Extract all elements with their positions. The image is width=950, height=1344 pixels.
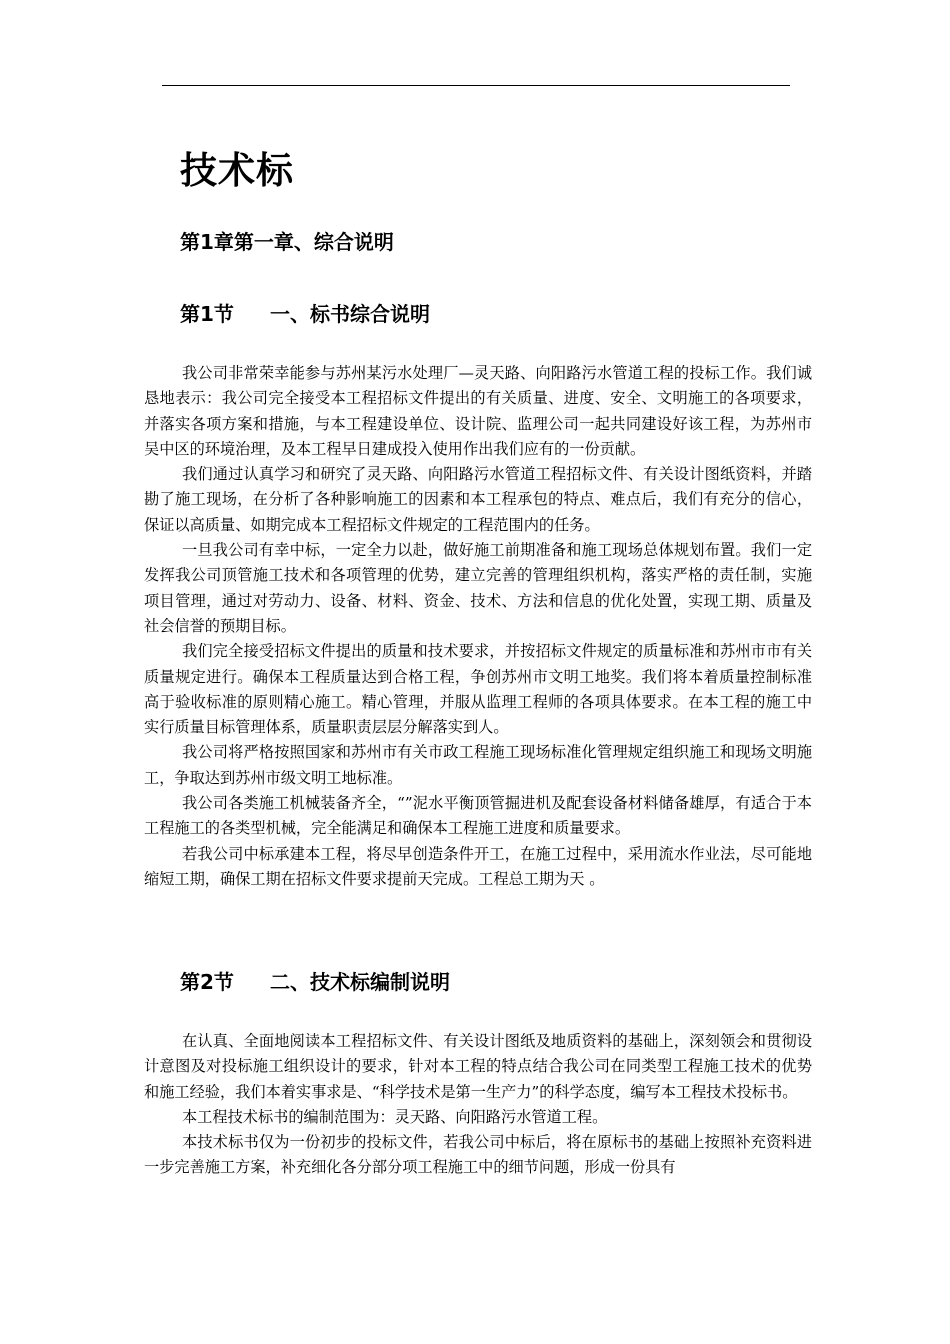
section-1-body: [144, 361, 812, 892]
section-2-title: 二、技术标编制说明: [270, 970, 450, 994]
paragraph: 一旦我公司有幸中标，一定全力以赴，做好施工前期准备和施工现场总体规划布置。我们一定发挥我公司顶管施工技术和各项管理的优势，建立完善的管理组织机构，落实严格的责任制，实施项目管理，通过对劳动力、设备、材料、资金、技术、方法和信息的优化处置，实现工期、质量及社会信誉的预期目标。: [144, 541, 812, 635]
section-2-body: [144, 1029, 812, 1181]
section-1-title: 一、标书综合说明: [270, 302, 430, 326]
paragraph: 我公司各类施工机械装备齐全，“”泥水平衡顶管掘进机及配套设备材料储备雄厚，有适合于本工程施工的各类型机械，完全能满足和确保本工程施工进度和质量要求。: [144, 794, 812, 838]
paragraph: 在认真、全面地阅读本工程招标文件、有关设计图纸及地质资料的基础上，深刻领会和贯彻设计意图及对投标施工组织设计的要求，针对本工程的特点结合我公司在同类型工程施工技术的优势和施工经验，我们本着实事求是、“科学技术是第一生产力”的科学态度，编写本工程技术投标书。: [144, 1032, 812, 1101]
paragraph: 我们通过认真学习和研究了灵天路、向阳路污水管道工程招标文件、有关设计图纸资料，并踏勘了施工现场，在分析了各种影响施工的因素和本工程承包的特点、难点后，我们有充分的信心，保证以高质量、如期完成本工程招标文件规定的工程范围内的任务。: [144, 465, 812, 534]
chapter-heading: 第1章第一章、综合说明: [180, 230, 394, 254]
paragraph: 本工程技术标书的编制范围为：灵天路、向阳路污水管道工程。: [182, 1107, 608, 1126]
document-title: 技术标: [180, 149, 294, 192]
paragraph: 我们完全接受招标文件提出的质量和技术要求，并按招标文件规定的质量标准和苏州市市有关质量规定进行。确保本工程质量达到合格工程，争创苏州市文明工地奖。我们将本着质量控制标准高于验收标准的原则精心施工。精心管理，并服从监理工程师的各项具体要求。在本工程的施工中实行质量目标管理体系，质量职责层层分解落实到人。: [144, 642, 812, 737]
section-2-number: 第2节: [180, 970, 234, 994]
section-1-heading: [180, 300, 430, 328]
section-1-number: 第1节: [180, 302, 234, 326]
section-2-heading: [180, 968, 450, 996]
paragraph: 我公司将严格按照国家和苏州市有关市政工程施工现场标准化管理规定组织施工和现场文明施工，争取达到苏州市级文明工地标准。: [144, 743, 812, 787]
paragraph: 我公司非常荣幸能参与苏州某污水处理厂—灵天路、向阳路污水管道工程的投标工作。我们诚恳地表示：我公司完全接受本工程招标文件提出的有关质量、进度、安全、文明施工的各项要求，并落实各项方案和措施，与本工程建设单位、设计院、监理公司一起共同建设好该工程，为苏州市吴中区的环境治理，及本工程早日建成投入使用作出我们应有的一份贡献。: [144, 364, 812, 458]
paragraph: 本技术标书仅为一份初步的投标文件，若我公司中标后，将在原标书的基础上按照补充资料进一步完善施工方案，补充细化各分部分项工程施工中的细节问题，形成一份具有: [144, 1133, 812, 1177]
paragraph: 若我公司中标承建本工程，将尽早创造条件开工，在施工过程中，采用流水作业法，尽可能地缩短工期，确保工期在招标文件要求提前天完成。工程总工期为天 。: [144, 844, 812, 888]
header-rule: [162, 85, 790, 86]
